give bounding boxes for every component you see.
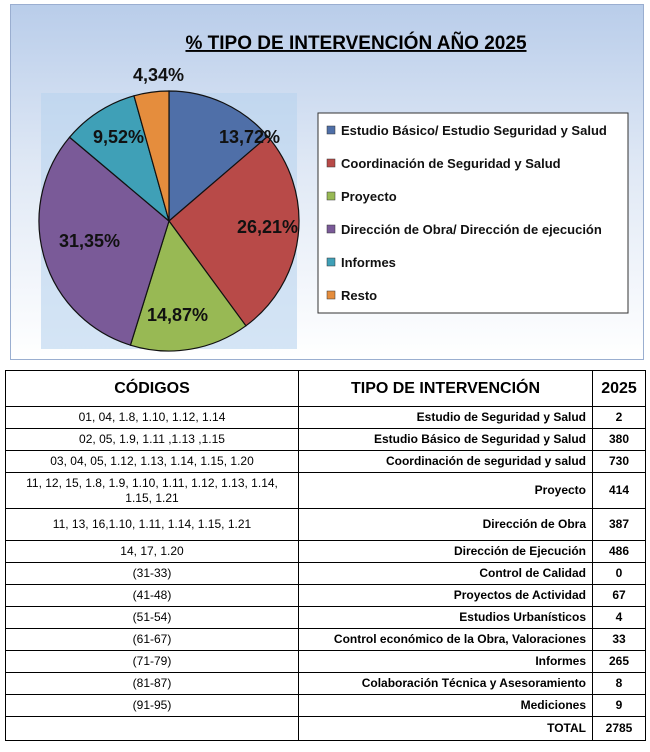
codes-cell: (71-79) <box>6 651 299 673</box>
table-row <box>6 607 646 629</box>
value-cell: 8 <box>593 673 646 695</box>
table-row <box>6 563 646 585</box>
codes-cell: (61-67) <box>6 629 299 651</box>
type-cell: Estudio Básico de Seguridad y Salud <box>299 429 593 451</box>
table-row <box>6 585 646 607</box>
pie-chart <box>11 5 645 361</box>
legend-swatch-6 <box>327 291 335 299</box>
type-cell: Estudio de Seguridad y Salud <box>299 407 593 429</box>
value-cell: 4 <box>593 607 646 629</box>
value-cell: 2 <box>593 407 646 429</box>
legend-box <box>318 113 628 313</box>
codes-cell: (81-87) <box>6 673 299 695</box>
slice-label-2: 26,21% <box>237 217 299 237</box>
codes-cell: 11, 13, 16,1.10, 1.11, 1.14, 1.15, 1.21 <box>6 509 299 541</box>
header-year: 2025 <box>593 371 646 407</box>
table-row <box>6 673 646 695</box>
codes-cell: 14, 17, 1.20 <box>6 541 299 563</box>
slice-label-4: 31,35% <box>59 231 121 251</box>
legend-label-3: Proyecto <box>341 189 397 204</box>
table-row <box>6 541 646 563</box>
table-row <box>6 651 646 673</box>
total-row <box>6 717 646 741</box>
legend-swatch-5 <box>327 258 335 266</box>
legend-label-6: Resto <box>341 288 378 303</box>
legend-swatch-2 <box>327 159 335 167</box>
slice-label-1: 13,72% <box>219 127 281 147</box>
type-cell: Mediciones <box>299 695 593 717</box>
total-value: 2785 <box>593 717 646 741</box>
slice-label-3: 14,87% <box>147 305 209 325</box>
table-header-row <box>6 371 646 407</box>
value-cell: 265 <box>593 651 646 673</box>
type-cell: Dirección de Obra <box>299 509 593 541</box>
total-empty-cell <box>6 717 299 741</box>
codes-cell: 01, 04, 1.8, 1.10, 1.12, 1.14 <box>6 407 299 429</box>
chart-panel <box>10 4 644 360</box>
type-cell: Proyectos de Actividad <box>299 585 593 607</box>
table-row <box>6 473 646 509</box>
codes-cell: 03, 04, 05, 1.12, 1.13, 1.14, 1.15, 1.20 <box>6 451 299 473</box>
type-cell: Informes <box>299 651 593 673</box>
value-cell: 9 <box>593 695 646 717</box>
codes-cell: (51-54) <box>6 607 299 629</box>
table-row <box>6 509 646 541</box>
type-cell: Dirección de Ejecución <box>299 541 593 563</box>
value-cell: 380 <box>593 429 646 451</box>
type-cell: Coordinación de seguridad y salud <box>299 451 593 473</box>
codes-cell: (91-95) <box>6 695 299 717</box>
slice-label-6: 4,34% <box>133 65 185 85</box>
legend-swatch-4 <box>327 225 335 233</box>
table-row <box>6 451 646 473</box>
value-cell: 730 <box>593 451 646 473</box>
legend-swatch-3 <box>327 192 335 200</box>
legend-swatch-1 <box>327 126 335 134</box>
value-cell: 414 <box>593 473 646 509</box>
type-cell: Proyecto <box>299 473 593 509</box>
legend-label-2: Coordinación de Seguridad y Salud <box>341 156 561 171</box>
value-cell: 33 <box>593 629 646 651</box>
header-type: TIPO DE INTERVENCIÓN <box>299 371 593 407</box>
total-label: TOTAL <box>299 717 593 741</box>
type-cell: Control económico de la Obra, Valoraciones <box>299 629 593 651</box>
legend-label-5: Informes <box>341 255 396 270</box>
codes-cell: (41-48) <box>6 585 299 607</box>
value-cell: 486 <box>593 541 646 563</box>
codes-cell: 02, 05, 1.9, 1.11 ,1.13 ,1.15 <box>6 429 299 451</box>
slice-label-5: 9,52% <box>93 127 145 147</box>
table-row <box>6 695 646 717</box>
value-cell: 0 <box>593 563 646 585</box>
value-cell: 67 <box>593 585 646 607</box>
value-cell: 387 <box>593 509 646 541</box>
type-cell: Colaboración Técnica y Asesoramiento <box>299 673 593 695</box>
codes-cell: 11, 12, 15, 1.8, 1.9, 1.10, 1.11, 1.12, 1.13, 1.14, 1.15, 1.21 <box>6 473 299 509</box>
intervention-table <box>5 370 646 741</box>
header-codes: CÓDIGOS <box>6 371 299 407</box>
table-row <box>6 407 646 429</box>
codes-cell: (31-33) <box>6 563 299 585</box>
legend-label-1: Estudio Básico/ Estudio Seguridad y Salud <box>341 123 607 138</box>
chart-title: % TIPO DE INTERVENCIÓN AÑO 2025 <box>185 33 527 54</box>
table-row <box>6 629 646 651</box>
legend-label-4: Dirección de Obra/ Dirección de ejecución <box>341 222 602 237</box>
table-row <box>6 429 646 451</box>
type-cell: Control de Calidad <box>299 563 593 585</box>
type-cell: Estudios Urbanísticos <box>299 607 593 629</box>
